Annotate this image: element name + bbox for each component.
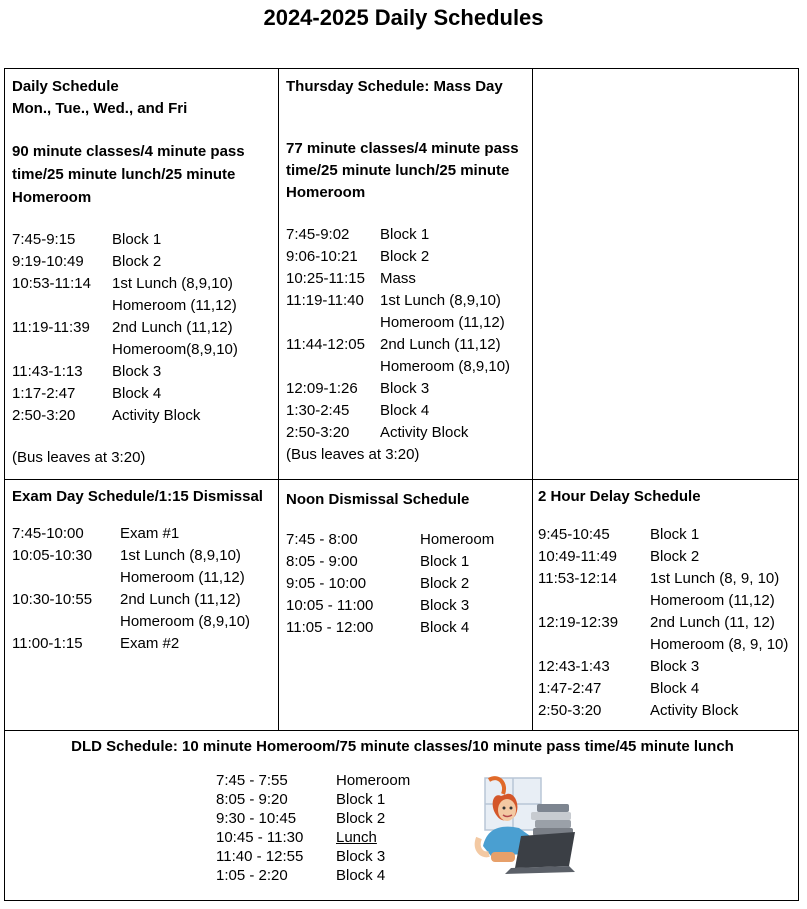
student-laptop-icon xyxy=(471,776,585,880)
schedule-time: 11:43-1:13 xyxy=(12,363,83,380)
schedule-time: 11:19-11:39 xyxy=(12,319,90,336)
thursday-schedule-cell xyxy=(286,76,528,466)
schedule-label: Block 1 xyxy=(420,553,470,570)
schedule-label: Block 3 xyxy=(650,658,700,675)
schedule-time: 12:09-1:26 xyxy=(286,380,358,397)
schedule-label: 2nd Lunch (11,12) xyxy=(112,319,233,336)
schedule-label: 1st Lunch (8, 9, 10) xyxy=(650,570,780,587)
schedule-label: Homeroom (11,12) xyxy=(120,569,245,586)
schedule-time: 12:43-1:43 xyxy=(538,658,610,675)
schedule-time: 1:30-2:45 xyxy=(286,402,350,419)
daily-schedule-row xyxy=(12,405,274,427)
schedule-time: 9:45-10:45 xyxy=(538,526,610,543)
delay-schedule-row xyxy=(538,568,796,590)
schedule-time: 10:05-10:30 xyxy=(12,547,93,564)
schedule-label: Homeroom (8,9,10) xyxy=(380,358,511,375)
schedule-label: 1st Lunch (8,9,10) xyxy=(112,275,233,292)
schedule-time: 11:19-11:40 xyxy=(286,292,364,309)
schedule-label: Block 1 xyxy=(336,791,386,808)
noon-schedule-row xyxy=(286,595,528,617)
schedule-label: Homeroom xyxy=(336,772,411,789)
thursday-schedule-row xyxy=(286,400,528,422)
schedule-label: Block 2 xyxy=(336,810,386,827)
schedule-label: Activity Block xyxy=(112,407,201,424)
thursday-schedule-row xyxy=(286,246,528,268)
thursday-schedule-row xyxy=(286,290,528,312)
schedule-label: Block 1 xyxy=(650,526,700,543)
schedule-time: 9:19-10:49 xyxy=(12,253,84,270)
schedule-time xyxy=(286,312,380,334)
schedule-label: Activity Block xyxy=(650,702,739,719)
schedule-label: Exam #1 xyxy=(120,525,180,542)
exam-schedule-row xyxy=(12,567,274,589)
schedule-label: Block 4 xyxy=(112,385,162,402)
daily-schedule-row xyxy=(12,229,274,251)
schedule-label: Homeroom (8, 9, 10) xyxy=(650,636,789,653)
schedule-table xyxy=(4,68,799,901)
student-laptop-illustration xyxy=(471,776,585,880)
schedule-label: 2nd Lunch (11,12) xyxy=(380,336,501,353)
schedule-time: 10:49-11:49 xyxy=(538,548,617,565)
schedule-label: Block 1 xyxy=(112,231,162,248)
schedule-time xyxy=(12,567,120,589)
schedule-label: Block 3 xyxy=(380,380,430,397)
exam-schedule-row xyxy=(12,611,274,633)
schedule-time: 10:30-10:55 xyxy=(12,591,93,608)
thursday-schedule-row xyxy=(286,378,528,400)
exam-schedule-row xyxy=(12,545,274,567)
daily-schedule-title: Daily Schedule xyxy=(12,78,119,95)
dld-schedule-row xyxy=(216,771,456,790)
thursday-bus-note: (Bus leaves at 3:20) xyxy=(286,446,420,463)
dld-schedule-row xyxy=(216,828,456,847)
schedule-label: Mass xyxy=(380,270,416,287)
noon-schedule-row xyxy=(286,551,528,573)
schedule-label: Block 4 xyxy=(336,867,386,884)
schedule-time: 11:44-12:05 xyxy=(286,336,365,353)
dld-schedule-rows xyxy=(216,771,456,885)
schedule-time: 2:50-3:20 xyxy=(12,407,76,424)
noon-schedule-row xyxy=(286,617,528,639)
noon-schedule-rows xyxy=(286,529,528,639)
exam-schedule-row xyxy=(12,589,274,611)
schedule-label: 2nd Lunch (11, 12) xyxy=(650,614,775,631)
daily-schedule-description: 90 minute classes/4 minute pass time/25 minute lunch/25 minute Homeroom xyxy=(12,143,245,206)
schedule-label: Block 3 xyxy=(336,848,386,865)
schedule-time: 7:45-9:02 xyxy=(286,226,350,243)
delay-schedule-row xyxy=(538,524,796,546)
schedule-time: 9:30 - 10:45 xyxy=(216,810,297,827)
delay-schedule-row xyxy=(538,612,796,634)
schedule-time: 7:45-9:15 xyxy=(12,231,76,248)
noon-schedule-cell xyxy=(286,489,528,639)
daily-schedule-days: Mon., Tue., Wed., and Fri xyxy=(12,100,188,117)
delay-schedule-title: 2 Hour Delay Schedule xyxy=(538,488,701,505)
schedule-time: 1:05 - 2:20 xyxy=(216,867,288,884)
daily-schedule-row xyxy=(12,361,274,383)
delay-schedule-rows xyxy=(538,524,796,722)
column-divider-2 xyxy=(532,69,533,730)
dld-schedule-row xyxy=(216,866,456,885)
page-title: 2024-2025 Daily Schedules xyxy=(263,5,544,30)
noon-schedule-title: Noon Dismissal Schedule xyxy=(286,491,470,508)
schedule-time: 1:17-2:47 xyxy=(12,385,76,402)
schedule-label: Block 1 xyxy=(380,226,430,243)
schedule-time: 1:47-2:47 xyxy=(538,680,602,697)
thursday-schedule-row xyxy=(286,356,528,378)
schedule-time: 8:05 - 9:00 xyxy=(286,553,358,570)
schedule-label: Block 3 xyxy=(420,597,470,614)
schedule-label: 2nd Lunch (11,12) xyxy=(120,591,241,608)
row-divider-1 xyxy=(5,479,798,480)
schedule-time: 7:45 - 8:00 xyxy=(286,531,358,548)
exam-schedule-row xyxy=(12,633,274,655)
daily-schedule-row xyxy=(12,251,274,273)
dld-schedule-cell xyxy=(5,730,798,900)
dld-schedule-row xyxy=(216,809,456,828)
schedule-label: Homeroom (11,12) xyxy=(112,297,237,314)
delay-schedule-row xyxy=(538,678,796,700)
thursday-schedule-row xyxy=(286,268,528,290)
thursday-schedule-rows xyxy=(286,224,528,444)
schedule-time: 10:53-11:14 xyxy=(12,275,91,292)
thursday-schedule-row xyxy=(286,224,528,246)
dld-schedule-title: DLD Schedule: 10 minute Homeroom/75 minute classes/10 minute pass time/45 minute lunch xyxy=(71,738,734,755)
daily-schedule-row xyxy=(12,295,274,317)
schedule-time: 2:50-3:20 xyxy=(538,702,602,719)
schedule-label: Exam #2 xyxy=(120,635,180,652)
schedule-label: Homeroom (11,12) xyxy=(380,314,505,331)
schedule-label: Block 2 xyxy=(112,253,162,270)
schedule-label: Homeroom(8,9,10) xyxy=(112,341,238,358)
schedule-label: Homeroom xyxy=(420,531,495,548)
exam-schedule-row xyxy=(12,523,274,545)
schedule-label: 1st Lunch (8,9,10) xyxy=(380,292,501,309)
schedule-label: Block 2 xyxy=(420,575,470,592)
schedule-time xyxy=(538,590,650,612)
delay-schedule-row xyxy=(538,590,796,612)
daily-schedule-row xyxy=(12,383,274,405)
dld-schedule-row xyxy=(216,847,456,866)
schedule-label: Block 3 xyxy=(112,363,162,380)
schedule-label: Block 4 xyxy=(650,680,700,697)
exam-schedule-title: Exam Day Schedule/1:15 Dismissal xyxy=(12,488,263,505)
daily-schedule-row xyxy=(12,317,274,339)
schedule-time: 10:45 - 11:30 xyxy=(216,829,304,846)
schedule-label: 1st Lunch (8,9,10) xyxy=(120,547,241,564)
column-divider-1 xyxy=(278,69,279,730)
thursday-schedule-row xyxy=(286,312,528,334)
schedule-time xyxy=(538,634,650,656)
schedule-time: 11:40 - 12:55 xyxy=(216,848,304,865)
schedule-label: Lunch xyxy=(336,829,377,846)
schedule-time: 9:05 - 10:00 xyxy=(286,575,367,592)
schedule-time xyxy=(286,356,380,378)
schedule-time: 7:45-10:00 xyxy=(12,525,84,542)
schedule-time: 11:00-1:15 xyxy=(12,635,83,652)
schedule-label: Block 4 xyxy=(420,619,470,636)
schedule-label: Activity Block xyxy=(380,424,469,441)
thursday-schedule-description: 77 minute classes/4 minute pass time/25 minute lunch/25 minute Homeroom xyxy=(286,140,519,201)
delay-schedule-row xyxy=(538,546,796,568)
schedule-time: 10:05 - 11:00 xyxy=(286,597,374,614)
schedule-time: 12:19-12:39 xyxy=(538,614,619,631)
schedule-time: 8:05 - 9:20 xyxy=(216,791,288,808)
delay-schedule-cell xyxy=(538,486,796,722)
schedule-time: 11:05 - 12:00 xyxy=(286,619,374,636)
schedule-time: 9:06-10:21 xyxy=(286,248,358,265)
schedule-time: 7:45 - 7:55 xyxy=(216,772,288,789)
delay-schedule-row xyxy=(538,656,796,678)
delay-schedule-row xyxy=(538,700,796,722)
schedule-label: Block 2 xyxy=(380,248,430,265)
schedule-label: Homeroom (8,9,10) xyxy=(120,613,251,630)
noon-schedule-row xyxy=(286,573,528,595)
dld-schedule-row xyxy=(216,790,456,809)
schedule-label: Homeroom (11,12) xyxy=(650,592,775,609)
exam-schedule-rows xyxy=(12,523,274,655)
schedule-label: Block 4 xyxy=(380,402,430,419)
schedule-time xyxy=(12,295,112,317)
thursday-schedule-row xyxy=(286,334,528,356)
schedule-time xyxy=(12,611,120,633)
daily-schedule-row xyxy=(12,339,274,361)
daily-schedule-rows xyxy=(12,229,274,427)
noon-schedule-row xyxy=(286,529,528,551)
schedule-label: Block 2 xyxy=(650,548,700,565)
exam-schedule-cell xyxy=(12,487,274,655)
daily-schedule-row xyxy=(12,273,274,295)
schedule-time: 10:25-11:15 xyxy=(286,270,365,287)
delay-schedule-row xyxy=(538,634,796,656)
thursday-schedule-title: Thursday Schedule: Mass Day xyxy=(286,78,503,95)
thursday-schedule-row xyxy=(286,422,528,444)
schedule-time xyxy=(12,339,112,361)
schedule-time: 11:53-12:14 xyxy=(538,570,617,587)
schedule-time: 2:50-3:20 xyxy=(286,424,350,441)
daily-schedule-cell xyxy=(12,76,274,469)
daily-bus-note: (Bus leaves at 3:20) xyxy=(12,449,146,466)
